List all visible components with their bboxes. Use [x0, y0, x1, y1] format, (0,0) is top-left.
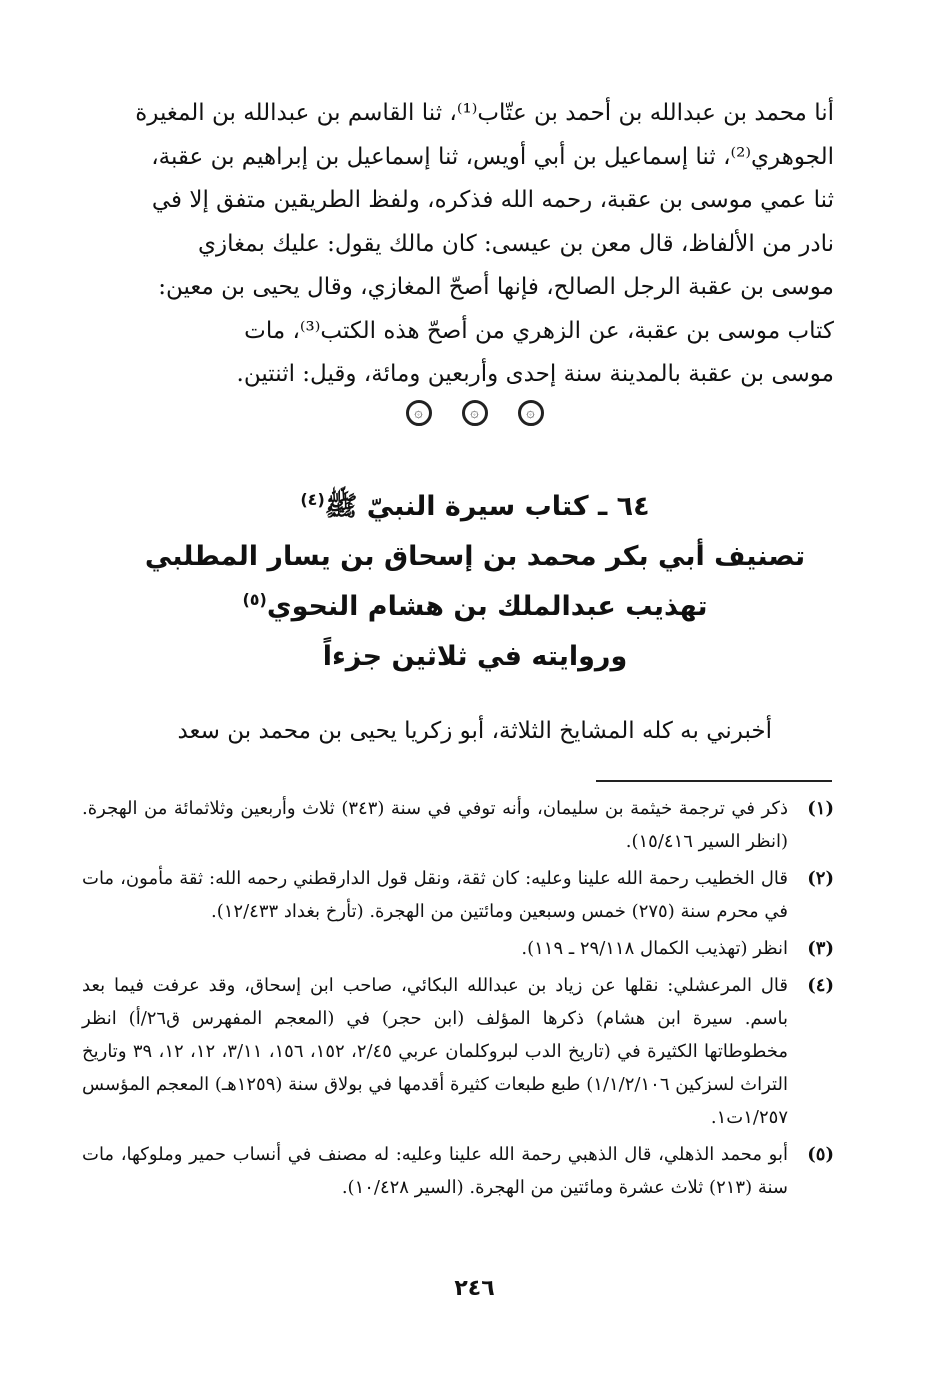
heading-line-parts: وروايته في ثلاثين جزءاً: [322, 641, 628, 672]
footnote-number: (٣): [807, 938, 834, 959]
heading-line-editor: [60, 582, 890, 632]
intro-line: موسى بن عقبة بالمدينة سنة إحدى وأربعين ومائة، وقيل: اثنتين.: [236, 361, 834, 387]
ornament-icon: ۞: [462, 400, 488, 426]
footnote-ref: (٤): [300, 490, 325, 509]
chapter-heading: [60, 482, 890, 682]
heading-title-text: ٦٤ ـ كتاب سيرة النبيّ ﷺ: [324, 491, 650, 522]
ornament-icon: ۞: [518, 400, 544, 426]
footnote-item: [82, 1138, 834, 1204]
footnote-item: [82, 862, 834, 928]
lead-paragraph: أخبرني به كله المشايخ الثلاثة، أبو زكريا يحيى بن محمد بن سعد: [177, 718, 772, 744]
intro-line: كتاب موسى بن عقبة، عن الزهري من أصحّ هذه الكتب⁽³⁾، مات: [244, 317, 834, 344]
intro-line: أنا محمد بن عبدالله بن أحمد بن عتّاب⁽¹⁾، ثنا القاسم بن عبدالله بن المغيرة: [135, 100, 834, 126]
heading-editor-text: تهذيب عبدالملك بن هشام النحوي: [266, 591, 708, 622]
intro-line: نادر من الألفاظ، قال معن بن عيسى: كان مالك يقول: عليك بمغازي: [197, 230, 834, 257]
intro-line: موسى بن عقبة الرجل الصالح، فإنها أصحّ المغازي، وقال يحيى بن معين:: [158, 274, 834, 300]
intro-line: الجوهري⁽²⁾، ثنا إسماعيل بن أبي أويس، ثنا إسماعيل بن إبراهيم بن عقبة،: [151, 143, 834, 170]
heading-line-title: [60, 482, 890, 532]
footnote-text: قال المرعشلي: نقلها عن زياد بن عبدالله البكائي، صاحب ابن إسحاق، وقد عرفت فيما بعد باسم. سيرة ابن هشام) ذكرها المؤلف (ابن حجر) في (المعجم المفهرس ق٢٦/أ) انظر مخطوطاتها الكثيرة في (تاريخ الدب لبروكلمان عربي ٢/٤٥، ١٥٢، ١٥٦، ٣/١١، ١٢، ١٢، ٣٩ وتاريخ التراث لسزكين ١/١/٢/١٠٦) طبع طبعات كثيرة أقدمها في بولاق سنة (١٢٥٩هـ) المعجم المؤسس ١/٢٥٧ت١.: [82, 975, 788, 1128]
footnote-ref: (٥): [242, 590, 267, 609]
section-divider: [0, 400, 949, 426]
footnote-item: [82, 932, 834, 965]
footnote-text: ذكر في ترجمة خيثمة بن سليمان، وأنه توفي في سنة (٣٤٣) ثلاث وأربعين وثلاثمائة من الهجرة. (انظر السير ١٥/٤١٦).: [82, 798, 789, 852]
footnotes: [82, 792, 834, 1208]
footnote-item: [82, 792, 834, 858]
page-number: ٢٤٦: [454, 1276, 495, 1301]
intro-paragraph: [82, 92, 834, 397]
ornament-icon: ۞: [406, 400, 432, 426]
footnote-text: انظر (تهذيب الكمال ٢٩/١١٨ ـ ١١٩).: [521, 938, 788, 959]
intro-line: ثنا عمي موسى بن عقبة، رحمه الله فذكره، ولفظ الطريقين متفق إلا في: [151, 187, 834, 213]
footnote-text: قال الخطيب رحمة الله علينا وعليه: كان ثقة، ونقل قول الدارقطني رحمه الله: ثقة مأمون، مات في محرم سنة (٢٧٥) خمس وسبعين ومائتين من الهجرة. (تأرخ بغداد ١٢/٤٣٣).: [82, 868, 788, 922]
footnote-number: (٥): [807, 1144, 834, 1165]
footnote-text: أبو محمد الذهلي، قال الذهبي رحمة الله علينا وعليه: له مصنف في أنساب حمير وملوكها، مات سنة (٢١٣) ثلاث عشرة ومائتين من الهجرة. (السير ١٠/٤٢٨).: [82, 1144, 788, 1198]
footnote-number: (٢): [807, 868, 834, 889]
footnote-number: (٤): [807, 975, 834, 996]
footnote-separator: [596, 780, 832, 782]
footnote-number: (١): [807, 798, 834, 819]
heading-line-author: تصنيف أبي بكر محمد بن إسحاق بن يسار المطلبي: [144, 541, 806, 572]
footnote-item: [82, 969, 834, 1134]
